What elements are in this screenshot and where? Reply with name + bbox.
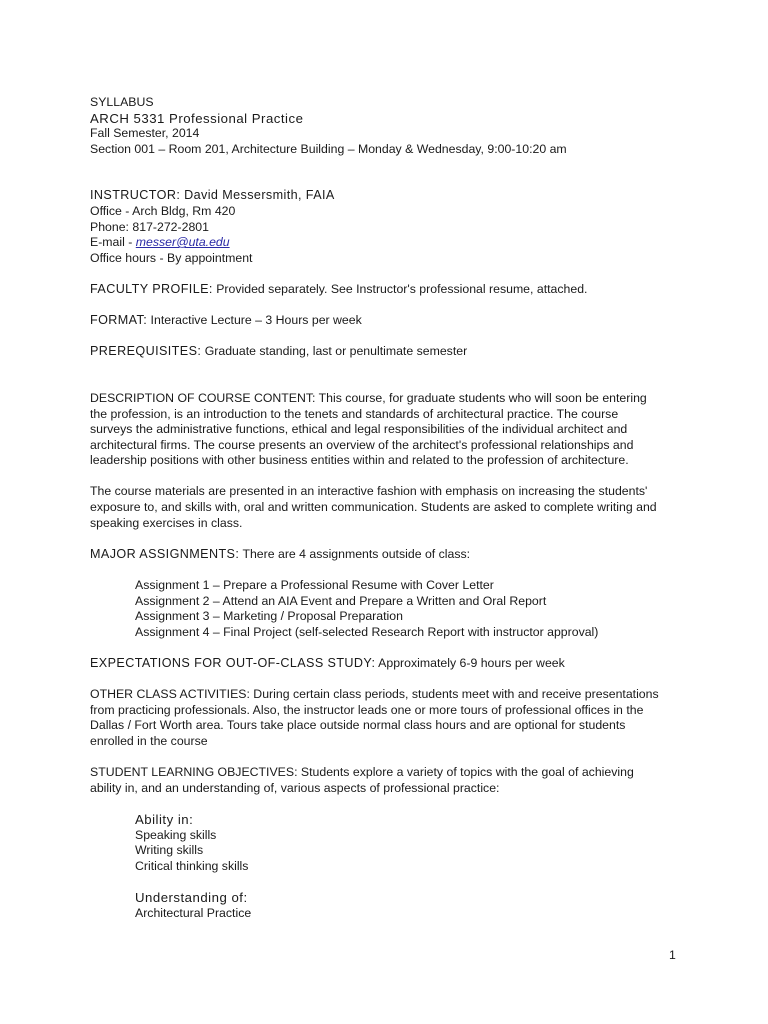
semester: Fall Semester, 2014: [90, 126, 200, 141]
learning-objectives: [90, 765, 690, 796]
faculty-profile-text: Provided separately. See Instructor's professional resume, attached.: [212, 281, 588, 296]
activities-line: enrolled in the course: [90, 733, 208, 748]
description-line: the profession, is an introduction to the tenets and standards of architectural practice. The course: [90, 406, 619, 421]
faculty-profile: [90, 282, 690, 298]
materials-line: exposure to, and skills with, oral and written communication. Students are asked to complete writing and: [90, 500, 657, 515]
ability-heading: Ability in:: [135, 811, 194, 827]
expectations: [90, 656, 690, 672]
ability-item: Critical thinking skills: [135, 858, 249, 873]
description-line: leadership positions with other business entities within and related to the profession of architecture.: [90, 453, 629, 468]
ability-section: [90, 812, 690, 921]
course-materials: [90, 484, 690, 531]
faculty-profile-label: FACULTY PROFILE:: [90, 281, 213, 296]
email-link[interactable]: messer@uta.edu: [135, 235, 230, 250]
activities-line: OTHER CLASS ACTIVITIES: During certain class periods, students meet with and receive presentations: [90, 687, 659, 702]
instructor-phone: Phone: 817-272-2801: [90, 219, 209, 234]
assignments-list: [90, 578, 690, 640]
course-description: [90, 391, 690, 469]
page-number: 1: [669, 948, 676, 962]
doc-title: SYLLABUS: [90, 95, 154, 109]
activities-line: Dallas / Fort Worth area. Tours take place outside normal class hours and are optional for students: [90, 718, 626, 733]
course-title: ARCH 5331 Professional Practice: [90, 110, 304, 126]
section-info: Section 001 – Room 201, Architecture Building – Monday & Wednesday, 9:00-10:20 am: [90, 141, 567, 156]
format-text: Interactive Lecture – 3 Hours per week: [147, 313, 362, 328]
instructor-office: Office - Arch Bldg, Rm 420: [90, 203, 236, 218]
assignment-item: Assignment 4 – Final Project (self-selected Research Report with instructor approval): [135, 624, 599, 639]
understanding-heading: Understanding of:: [135, 889, 248, 905]
activities-line: from practicing professionals. Also, the instructor leads one or more tours of professional offices in the: [90, 702, 644, 717]
email-prefix: E-mail -: [90, 235, 136, 250]
assignments-label: MAJOR ASSIGNMENTS:: [90, 546, 240, 561]
expectations-text: Approximately 6-9 hours per week: [375, 656, 565, 670]
assignments-text: There are 4 assignments outside of class:: [239, 546, 471, 561]
assignment-item: Assignment 3 – Marketing / Proposal Preparation: [135, 609, 403, 624]
syllabus-page: [90, 95, 690, 921]
understanding-item: Architectural Practice: [135, 905, 252, 920]
prerequisites-text: Graduate standing, last or penultimate semester: [201, 344, 468, 359]
objectives-line: STUDENT LEARNING OBJECTIVES: Students explore a variety of topics with the goal of achieving: [90, 765, 634, 780]
instructor-heading: INSTRUCTOR: David Messersmith, FAIA: [90, 188, 335, 203]
assignment-item: Assignment 1 – Prepare a Professional Resume with Cover Letter: [135, 578, 494, 593]
prerequisites-label: PREREQUISITES:: [90, 344, 202, 359]
format: [90, 313, 690, 329]
instructor-email-line: [90, 235, 690, 251]
ability-item: Writing skills: [135, 843, 204, 858]
prerequisites: [90, 344, 690, 360]
materials-line: The course materials are presented in an interactive fashion with emphasis on increasing the students': [90, 484, 648, 499]
office-hours: Office hours - By appointment: [90, 250, 253, 265]
major-assignments: [90, 547, 690, 563]
expectations-label: EXPECTATIONS FOR OUT-OF-CLASS STUDY:: [90, 656, 376, 670]
assignment-item: Assignment 2 – Attend an AIA Event and Prepare a Written and Oral Report: [135, 593, 547, 608]
other-class-activities: [90, 687, 690, 749]
ability-item: Speaking skills: [135, 827, 217, 842]
objectives-line: ability in, and an understanding of, various aspects of professional practice:: [90, 780, 500, 795]
description-line: DESCRIPTION OF COURSE CONTENT: This course, for graduate students who will soon be entering: [90, 390, 647, 405]
description-line: surveys the administrative functions, ethical and legal responsibilities of the individual architect and: [90, 422, 628, 437]
description-line: architectural firms. The course presents an overview of the architect's professional relationships and: [90, 437, 634, 452]
materials-line: speaking exercises in class.: [90, 515, 243, 530]
format-label: FORMAT:: [90, 313, 148, 328]
